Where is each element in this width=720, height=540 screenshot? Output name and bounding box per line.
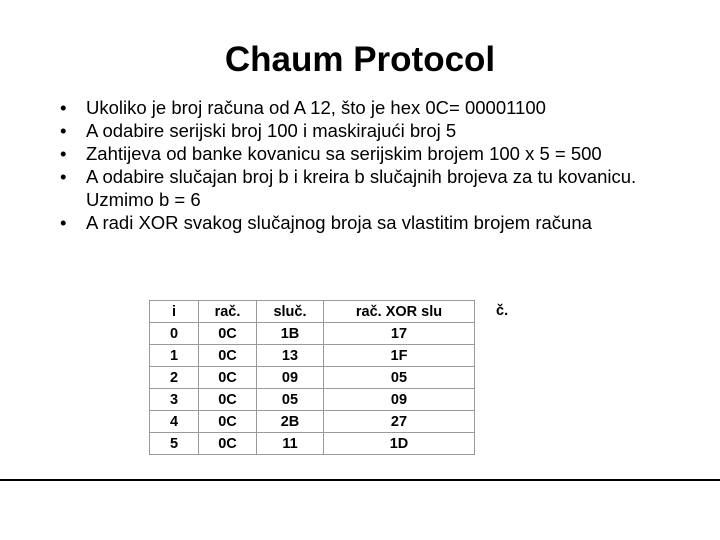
bullet-item xyxy=(60,96,680,119)
header-overflow-text: č. xyxy=(496,303,509,319)
table-cell: 0 xyxy=(150,323,199,345)
table-header-cell: rač. XOR slu xyxy=(324,301,475,323)
table-cell: 0C xyxy=(199,389,257,411)
bullet-dot-icon: • xyxy=(60,212,67,233)
table-cell: 0C xyxy=(199,323,257,345)
table-header-row xyxy=(150,301,475,323)
bullet-item xyxy=(60,119,680,142)
table-header-cell: rač. xyxy=(199,301,257,323)
table-header-cell: i xyxy=(150,301,199,323)
table-cell: 09 xyxy=(257,367,324,389)
slide-title: Chaum Protocol xyxy=(224,40,496,79)
bullet-text: A radi XOR svakog slučajnog broja sa vlastitim brojem računa xyxy=(86,212,592,233)
table-cell: 2B xyxy=(257,411,324,433)
bottom-divider xyxy=(0,479,720,481)
bullet-dot-icon: • xyxy=(60,97,67,118)
table-cell: 17 xyxy=(324,323,475,345)
table-cell: 05 xyxy=(257,389,324,411)
table-cell: 11 xyxy=(257,433,324,455)
bullet-item xyxy=(60,211,680,234)
table-cell: 0C xyxy=(199,367,257,389)
bullet-dot-icon: • xyxy=(60,120,67,141)
table-row xyxy=(150,367,475,389)
table-cell: 1D xyxy=(324,433,475,455)
table-header-cell: sluč. xyxy=(257,301,324,323)
table-cell: 1B xyxy=(257,323,324,345)
table-cell: 05 xyxy=(324,367,475,389)
xor-table-container xyxy=(149,300,475,455)
table-cell: 13 xyxy=(257,345,324,367)
bullet-text: Zahtijeva od banke kovanicu sa serijskim brojem 100 x 5 = 500 xyxy=(86,143,602,164)
table-row xyxy=(150,389,475,411)
bullet-list xyxy=(60,96,680,234)
bullet-text: Ukoliko je broj računa od A 12, što je hex 0C= 00001100 xyxy=(86,97,546,118)
table-cell: 09 xyxy=(324,389,475,411)
table-cell: 0C xyxy=(199,411,257,433)
bullet-item xyxy=(60,142,680,165)
table-row xyxy=(150,411,475,433)
table-row xyxy=(150,323,475,345)
table-cell: 0C xyxy=(199,433,257,455)
table-cell: 5 xyxy=(150,433,199,455)
bullet-text: A odabire serijski broj 100 i maskirajući broj 5 xyxy=(86,120,457,141)
table-cell: 3 xyxy=(150,389,199,411)
bullet-dot-icon: • xyxy=(60,166,67,187)
table-cell: 2 xyxy=(150,367,199,389)
table-cell: 4 xyxy=(150,411,199,433)
table-cell: 1 xyxy=(150,345,199,367)
table-row xyxy=(150,345,475,367)
bullet-text: A odabire slučajan broj b i kreira b slučajnih brojeva za tu kovanicu. Uzmimo b = 6 xyxy=(86,166,637,210)
table-cell: 27 xyxy=(324,411,475,433)
table-row xyxy=(150,433,475,455)
bullet-item xyxy=(60,165,680,211)
bullet-dot-icon: • xyxy=(60,143,67,164)
table-cell: 1F xyxy=(324,345,475,367)
xor-table xyxy=(149,300,475,455)
table-cell: 0C xyxy=(199,345,257,367)
